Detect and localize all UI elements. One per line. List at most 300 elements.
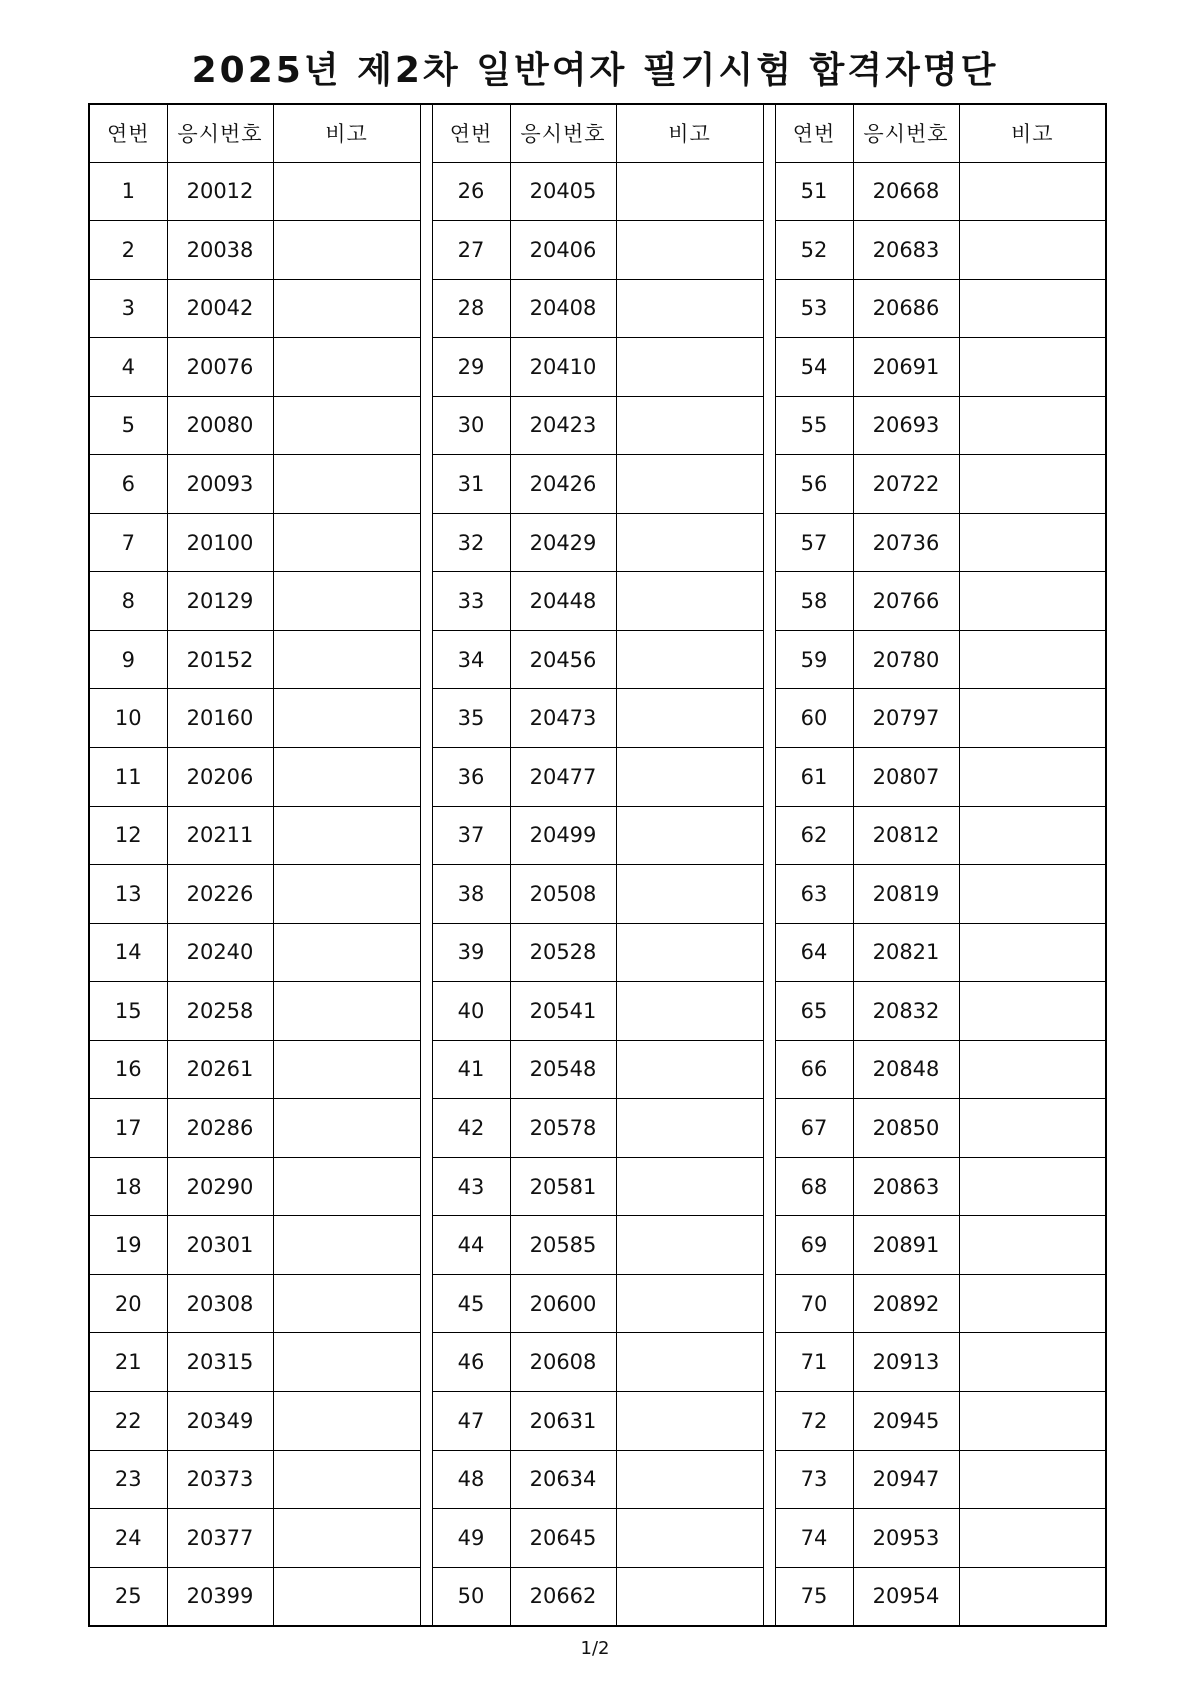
header-exam-no: 응시번호: [853, 104, 959, 162]
note-cell: [273, 1333, 420, 1392]
column-gap: [763, 1274, 775, 1333]
exam-number-cell: 20448: [510, 572, 616, 631]
column-gap: [420, 513, 432, 572]
table-row: [89, 689, 1106, 748]
note-cell: [616, 396, 763, 455]
column-gap: [763, 865, 775, 924]
page-indicator: 1/2: [580, 1638, 610, 1659]
seq-cell: 15: [89, 982, 167, 1041]
note-cell: [273, 1099, 420, 1158]
seq-cell: 36: [432, 747, 510, 806]
column-gap: [420, 455, 432, 514]
note-cell: [616, 1099, 763, 1158]
exam-number-cell: 20585: [510, 1216, 616, 1275]
column-gap: [763, 221, 775, 280]
note-cell: [616, 221, 763, 280]
table-row: [89, 513, 1106, 572]
column-gap: [420, 1157, 432, 1216]
seq-cell: 24: [89, 1509, 167, 1568]
exam-number-cell: 20848: [853, 1040, 959, 1099]
note-cell: [273, 689, 420, 748]
seq-cell: 22: [89, 1391, 167, 1450]
seq-cell: 34: [432, 630, 510, 689]
note-cell: [273, 162, 420, 221]
exam-number-cell: 20206: [167, 747, 273, 806]
header-note: 비고: [273, 104, 420, 162]
column-gap: [420, 104, 432, 162]
exam-number-cell: 20541: [510, 982, 616, 1041]
note-cell: [616, 1040, 763, 1099]
note-cell: [959, 1099, 1106, 1158]
note-cell: [273, 455, 420, 514]
note-cell: [273, 1040, 420, 1099]
column-gap: [420, 689, 432, 748]
note-cell: [959, 982, 1106, 1041]
seq-cell: 55: [775, 396, 853, 455]
exam-number-cell: 20429: [510, 513, 616, 572]
seq-cell: 62: [775, 806, 853, 865]
seq-cell: 56: [775, 455, 853, 514]
seq-cell: 45: [432, 1274, 510, 1333]
note-cell: [273, 221, 420, 280]
seq-cell: 31: [432, 455, 510, 514]
column-gap: [763, 1216, 775, 1275]
exam-number-cell: 20766: [853, 572, 959, 631]
note-cell: [959, 689, 1106, 748]
exam-number-cell: 20528: [510, 923, 616, 982]
column-gap: [420, 1099, 432, 1158]
table-row: [89, 1333, 1106, 1392]
column-gap: [763, 1099, 775, 1158]
exam-number-cell: 20662: [510, 1567, 616, 1626]
exam-number-cell: 20408: [510, 279, 616, 338]
note-cell: [959, 1274, 1106, 1333]
exam-number-cell: 20954: [853, 1567, 959, 1626]
exam-number-cell: 20286: [167, 1099, 273, 1158]
note-cell: [616, 1509, 763, 1568]
exam-number-cell: 20012: [167, 162, 273, 221]
exam-number-cell: 20080: [167, 396, 273, 455]
seq-cell: 44: [432, 1216, 510, 1275]
note-cell: [959, 1157, 1106, 1216]
exam-number-cell: 20913: [853, 1333, 959, 1392]
note-cell: [959, 1391, 1106, 1450]
seq-cell: 26: [432, 162, 510, 221]
seq-cell: 59: [775, 630, 853, 689]
exam-number-cell: 20645: [510, 1509, 616, 1568]
column-gap: [763, 455, 775, 514]
note-cell: [616, 513, 763, 572]
exam-number-cell: 20668: [853, 162, 959, 221]
seq-cell: 28: [432, 279, 510, 338]
exam-number-cell: 20548: [510, 1040, 616, 1099]
seq-cell: 29: [432, 338, 510, 397]
exam-number-cell: 20152: [167, 630, 273, 689]
note-cell: [616, 1333, 763, 1392]
exam-number-cell: 20477: [510, 747, 616, 806]
table-row: [89, 1450, 1106, 1509]
seq-cell: 63: [775, 865, 853, 924]
exam-number-cell: 20258: [167, 982, 273, 1041]
column-gap: [763, 1157, 775, 1216]
exam-number-cell: 20301: [167, 1216, 273, 1275]
exam-number-cell: 20693: [853, 396, 959, 455]
column-gap: [420, 1391, 432, 1450]
seq-cell: 47: [432, 1391, 510, 1450]
column-gap: [763, 572, 775, 631]
column-gap: [420, 1509, 432, 1568]
seq-cell: 30: [432, 396, 510, 455]
note-cell: [959, 630, 1106, 689]
exam-number-cell: 20832: [853, 982, 959, 1041]
header-seq: 연번: [89, 104, 167, 162]
column-gap: [763, 162, 775, 221]
exam-number-cell: 20456: [510, 630, 616, 689]
table-row: [89, 865, 1106, 924]
note-cell: [959, 1567, 1106, 1626]
seq-cell: 38: [432, 865, 510, 924]
document-title: 2025년 제2차 일반여자 필기시험 합격자명단: [191, 50, 999, 91]
note-cell: [273, 279, 420, 338]
note-cell: [959, 572, 1106, 631]
seq-cell: 11: [89, 747, 167, 806]
note-cell: [616, 747, 763, 806]
seq-cell: 17: [89, 1099, 167, 1158]
exam-number-cell: 20373: [167, 1450, 273, 1509]
note-cell: [616, 982, 763, 1041]
exam-number-cell: 20892: [853, 1274, 959, 1333]
seq-cell: 69: [775, 1216, 853, 1275]
exam-number-cell: 20473: [510, 689, 616, 748]
column-gap: [420, 923, 432, 982]
note-cell: [959, 1450, 1106, 1509]
column-gap: [420, 747, 432, 806]
note-cell: [959, 865, 1106, 924]
seq-cell: 57: [775, 513, 853, 572]
note-cell: [273, 1274, 420, 1333]
seq-cell: 43: [432, 1157, 510, 1216]
exam-number-cell: 20819: [853, 865, 959, 924]
table-row: [89, 1391, 1106, 1450]
seq-cell: 48: [432, 1450, 510, 1509]
seq-cell: 51: [775, 162, 853, 221]
seq-cell: 4: [89, 338, 167, 397]
table-row: [89, 396, 1106, 455]
seq-cell: 46: [432, 1333, 510, 1392]
exam-number-cell: 20850: [853, 1099, 959, 1158]
note-cell: [273, 630, 420, 689]
seq-cell: 3: [89, 279, 167, 338]
column-gap: [763, 513, 775, 572]
exam-number-cell: 20581: [510, 1157, 616, 1216]
note-cell: [616, 1391, 763, 1450]
seq-cell: 32: [432, 513, 510, 572]
column-gap: [420, 806, 432, 865]
column-gap: [763, 1391, 775, 1450]
note-cell: [616, 689, 763, 748]
exam-number-cell: 20683: [853, 221, 959, 280]
table-row: [89, 1274, 1106, 1333]
table-row: [89, 1099, 1106, 1158]
seq-cell: 13: [89, 865, 167, 924]
table-body: [89, 162, 1106, 1626]
note-cell: [273, 572, 420, 631]
note-cell: [959, 806, 1106, 865]
exam-number-cell: 20211: [167, 806, 273, 865]
exam-number-cell: 20240: [167, 923, 273, 982]
column-gap: [763, 1509, 775, 1568]
column-gap: [763, 396, 775, 455]
exam-number-cell: 20634: [510, 1450, 616, 1509]
seq-cell: 10: [89, 689, 167, 748]
column-gap: [763, 630, 775, 689]
note-cell: [616, 865, 763, 924]
seq-cell: 67: [775, 1099, 853, 1158]
exam-number-cell: 20226: [167, 865, 273, 924]
exam-number-cell: 20129: [167, 572, 273, 631]
table-row: [89, 982, 1106, 1041]
note-cell: [959, 747, 1106, 806]
note-cell: [273, 865, 420, 924]
table-row: [89, 806, 1106, 865]
column-gap: [420, 279, 432, 338]
seq-cell: 14: [89, 923, 167, 982]
seq-cell: 53: [775, 279, 853, 338]
table-row: [89, 630, 1106, 689]
seq-cell: 8: [89, 572, 167, 631]
exam-number-cell: 20261: [167, 1040, 273, 1099]
note-cell: [959, 923, 1106, 982]
exam-number-cell: 20076: [167, 338, 273, 397]
seq-cell: 68: [775, 1157, 853, 1216]
column-gap: [420, 1040, 432, 1099]
exam-number-cell: 20863: [853, 1157, 959, 1216]
column-gap: [420, 162, 432, 221]
note-cell: [959, 338, 1106, 397]
column-gap: [420, 1450, 432, 1509]
exam-number-cell: 20797: [853, 689, 959, 748]
seq-cell: 27: [432, 221, 510, 280]
column-gap: [420, 1216, 432, 1275]
seq-cell: 65: [775, 982, 853, 1041]
exam-number-cell: 20160: [167, 689, 273, 748]
note-cell: [273, 1216, 420, 1275]
exam-number-cell: 20608: [510, 1333, 616, 1392]
exam-number-cell: 20691: [853, 338, 959, 397]
note-cell: [273, 396, 420, 455]
note-cell: [616, 279, 763, 338]
note-cell: [616, 630, 763, 689]
seq-cell: 9: [89, 630, 167, 689]
note-cell: [616, 338, 763, 397]
exam-number-cell: 20600: [510, 1274, 616, 1333]
column-gap: [420, 865, 432, 924]
seq-cell: 37: [432, 806, 510, 865]
exam-number-cell: 20399: [167, 1567, 273, 1626]
table-row: [89, 1567, 1106, 1626]
seq-cell: 20: [89, 1274, 167, 1333]
seq-cell: 50: [432, 1567, 510, 1626]
table-row: [89, 1509, 1106, 1568]
seq-cell: 60: [775, 689, 853, 748]
exam-number-cell: 20100: [167, 513, 273, 572]
table-row: [89, 162, 1106, 221]
header-note: 비고: [616, 104, 763, 162]
exam-number-cell: 20038: [167, 221, 273, 280]
table-row: [89, 1157, 1106, 1216]
exam-number-cell: 20093: [167, 455, 273, 514]
seq-cell: 66: [775, 1040, 853, 1099]
column-gap: [420, 1567, 432, 1626]
column-gap: [763, 1450, 775, 1509]
header-exam-no: 응시번호: [510, 104, 616, 162]
note-cell: [273, 1509, 420, 1568]
note-cell: [616, 1274, 763, 1333]
seq-cell: 23: [89, 1450, 167, 1509]
exam-number-cell: 20736: [853, 513, 959, 572]
column-gap: [420, 1333, 432, 1392]
note-cell: [616, 806, 763, 865]
note-cell: [959, 162, 1106, 221]
seq-cell: 39: [432, 923, 510, 982]
note-cell: [959, 221, 1106, 280]
seq-cell: 75: [775, 1567, 853, 1626]
exam-number-cell: 20405: [510, 162, 616, 221]
column-gap: [763, 1040, 775, 1099]
exam-number-cell: 20821: [853, 923, 959, 982]
note-cell: [616, 1567, 763, 1626]
column-gap: [420, 982, 432, 1041]
note-cell: [959, 455, 1106, 514]
note-cell: [273, 1450, 420, 1509]
exam-number-cell: 20947: [853, 1450, 959, 1509]
table-row: [89, 1040, 1106, 1099]
exam-number-cell: 20042: [167, 279, 273, 338]
column-gap: [763, 689, 775, 748]
exam-number-cell: 20508: [510, 865, 616, 924]
seq-cell: 2: [89, 221, 167, 280]
table-row: [89, 455, 1106, 514]
column-gap: [420, 630, 432, 689]
note-cell: [616, 572, 763, 631]
seq-cell: 1: [89, 162, 167, 221]
column-gap: [763, 1567, 775, 1626]
exam-number-cell: 20631: [510, 1391, 616, 1450]
note-cell: [959, 396, 1106, 455]
table-row: [89, 279, 1106, 338]
column-gap: [763, 104, 775, 162]
seq-cell: 73: [775, 1450, 853, 1509]
note-cell: [959, 1509, 1106, 1568]
seq-cell: 25: [89, 1567, 167, 1626]
exam-number-cell: 20315: [167, 1333, 273, 1392]
exam-number-cell: 20308: [167, 1274, 273, 1333]
seq-cell: 71: [775, 1333, 853, 1392]
column-gap: [763, 923, 775, 982]
note-cell: [959, 1216, 1106, 1275]
note-cell: [273, 1391, 420, 1450]
exam-number-cell: 20349: [167, 1391, 273, 1450]
note-cell: [959, 279, 1106, 338]
header-seq: 연번: [775, 104, 853, 162]
note-cell: [273, 982, 420, 1041]
seq-cell: 16: [89, 1040, 167, 1099]
seq-cell: 12: [89, 806, 167, 865]
note-cell: [616, 1216, 763, 1275]
seq-cell: 33: [432, 572, 510, 631]
seq-cell: 49: [432, 1509, 510, 1568]
seq-cell: 64: [775, 923, 853, 982]
column-gap: [420, 221, 432, 280]
seq-cell: 6: [89, 455, 167, 514]
exam-number-cell: 20406: [510, 221, 616, 280]
table-row: [89, 747, 1106, 806]
header-seq: 연번: [432, 104, 510, 162]
table-row: [89, 1216, 1106, 1275]
column-gap: [420, 338, 432, 397]
exam-number-cell: 20410: [510, 338, 616, 397]
table-row: [89, 923, 1106, 982]
exam-number-cell: 20578: [510, 1099, 616, 1158]
column-gap: [763, 982, 775, 1041]
exam-number-cell: 20499: [510, 806, 616, 865]
header-note: 비고: [959, 104, 1106, 162]
column-gap: [420, 1274, 432, 1333]
note-cell: [959, 1040, 1106, 1099]
header-exam-no: 응시번호: [167, 104, 273, 162]
seq-cell: 52: [775, 221, 853, 280]
exam-number-cell: 20780: [853, 630, 959, 689]
seq-cell: 74: [775, 1509, 853, 1568]
seq-cell: 19: [89, 1216, 167, 1275]
seq-cell: 5: [89, 396, 167, 455]
note-cell: [616, 455, 763, 514]
exam-number-cell: 20426: [510, 455, 616, 514]
pass-list-table: [88, 103, 1107, 1627]
seq-cell: 58: [775, 572, 853, 631]
column-gap: [763, 279, 775, 338]
note-cell: [273, 1157, 420, 1216]
seq-cell: 7: [89, 513, 167, 572]
seq-cell: 41: [432, 1040, 510, 1099]
column-gap: [763, 338, 775, 397]
column-gap: [763, 1333, 775, 1392]
note-cell: [273, 747, 420, 806]
exam-number-cell: 20945: [853, 1391, 959, 1450]
exam-number-cell: 20686: [853, 279, 959, 338]
note-cell: [273, 513, 420, 572]
seq-cell: 42: [432, 1099, 510, 1158]
exam-number-cell: 20807: [853, 747, 959, 806]
seq-cell: 18: [89, 1157, 167, 1216]
column-gap: [763, 806, 775, 865]
table-row: [89, 572, 1106, 631]
exam-number-cell: 20423: [510, 396, 616, 455]
note-cell: [616, 1450, 763, 1509]
column-gap: [420, 572, 432, 631]
note-cell: [959, 1333, 1106, 1392]
seq-cell: 40: [432, 982, 510, 1041]
note-cell: [273, 338, 420, 397]
seq-cell: 35: [432, 689, 510, 748]
note-cell: [616, 162, 763, 221]
header-row: [89, 104, 1106, 162]
note-cell: [273, 1567, 420, 1626]
exam-number-cell: 20953: [853, 1509, 959, 1568]
note-cell: [273, 806, 420, 865]
table-row: [89, 338, 1106, 397]
note-cell: [959, 513, 1106, 572]
